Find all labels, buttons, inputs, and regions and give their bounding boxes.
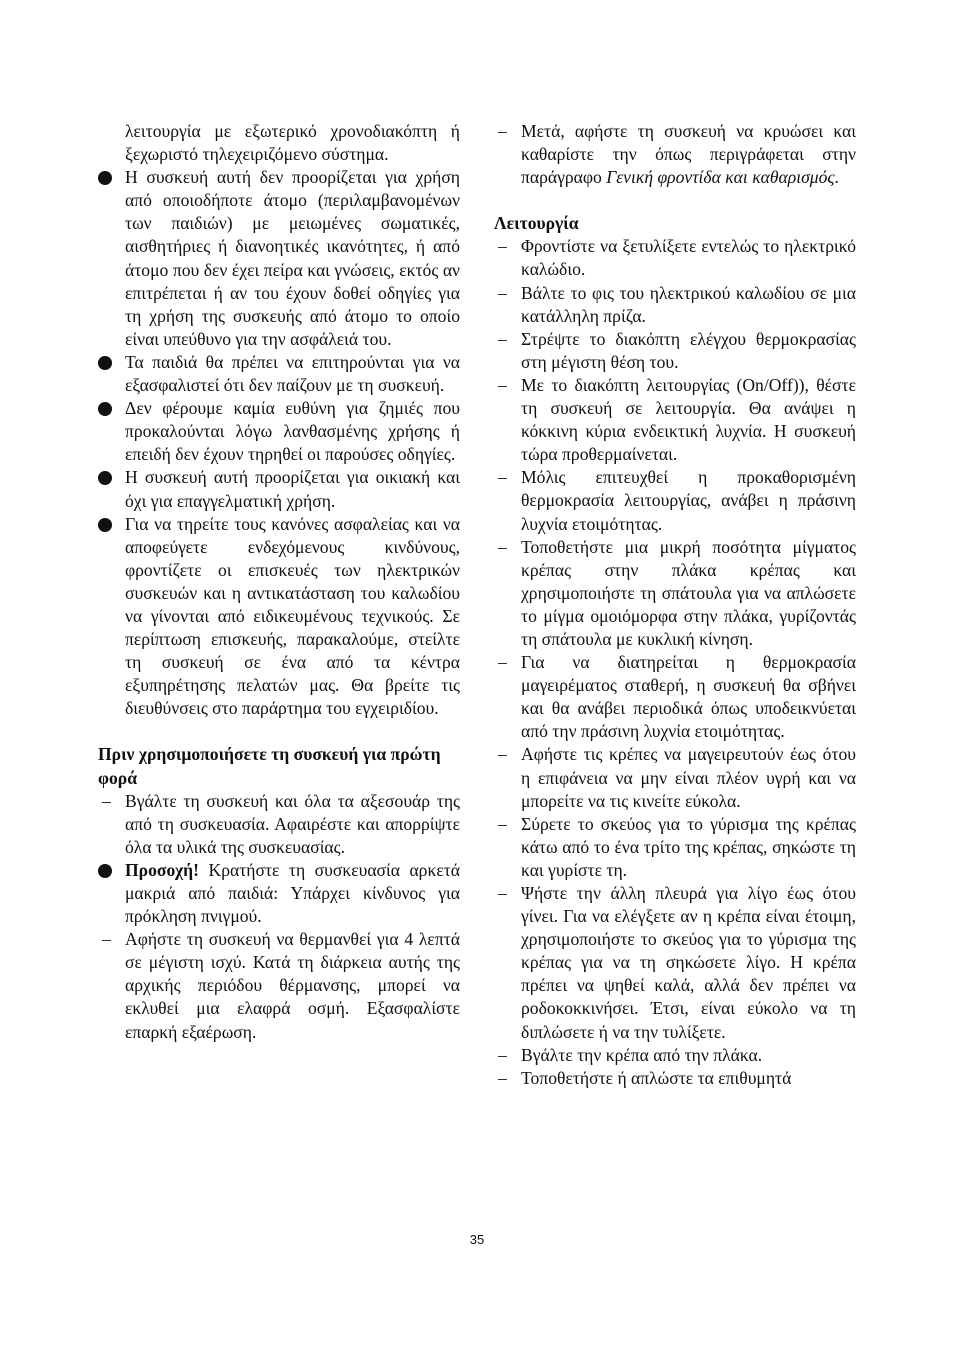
list-item: – Στρέψτε το διακόπτη ελέγχου θερμοκρασίας στη μέγιστη θέση του. xyxy=(498,328,856,372)
warning-text: Κρατήστε τη συσκευασία αρκετά μακριά από παιδιά: Υπάρχει κίνδυνος για πρόκληση πνιγμού. xyxy=(125,859,460,927)
dash-icon: – xyxy=(498,813,507,834)
dash-icon: – xyxy=(498,744,507,765)
cross-reference: Γενική φροντίδα και καθαρισμός xyxy=(606,167,835,188)
list-item: – Για να διατηρείται η θερμοκρασία μαγειρέματος σταθερή, η συσκευή θα σβήνει και θα ανάβει περιοδικά όπως υποδεικνύεται από την πράσινη λυχνία ετοιμότητας. xyxy=(498,652,856,742)
list-item: Δεν φέρουμε καμία ευθύνη για ζημιές που προκαλούνται λόγω λανθασμένης χρήσης ή επειδή δεν έχουν τηρηθεί οι παρούσες οδηγίες. xyxy=(98,397,460,466)
dash-icon: – xyxy=(498,536,507,557)
dash-icon: – xyxy=(498,652,507,673)
list-item: – Τοποθετήστε μια μικρή ποσότητα μίγματος κρέπας στην πλάκα κρέπας και χρησιμοποιήστε τη σπάτουλα για να απλώσετε το μίγμα ομοιόμορφα στην πλάκα, γυρίζοντάς τη σπάτουλα με κυκλική κίνηση. xyxy=(498,536,856,649)
list-item: – Τοποθετήστε ή απλώστε τα επιθυμητά xyxy=(494,1067,856,1090)
left-column xyxy=(98,120,460,1044)
dash-icon: – xyxy=(102,790,111,811)
list-item: – Μετά, αφήστε τη συσκευή να κρυώσει και καθαρίστε την όπως περιγράφεται στην παράγραφο Γενική φροντίδα και καθαρισμός. xyxy=(498,121,856,188)
dash-icon: – xyxy=(498,236,507,257)
list-item: Η συσκευή αυτή προορίζεται για οικιακή και όχι για επαγγελματική χρήση. xyxy=(98,466,460,512)
list-item: – Βγάλτε τη συσκευή και όλα τα αξεσουάρ της από τη συσκευασία. Αφαιρέστε και απορρίψτε όλα τα υλικά της συσκευασίας. xyxy=(102,790,460,857)
warning-item xyxy=(98,859,460,928)
dash-icon: – xyxy=(498,467,507,488)
warning-label: Προσοχή! xyxy=(125,859,200,880)
dash-icon: – xyxy=(498,1044,507,1065)
page-number: 35 xyxy=(469,1232,485,1247)
dash-icon: – xyxy=(498,374,507,395)
list-item: Για να τηρείτε τους κανόνες ασφαλείας και να αποφεύγετε ενδεχόμενους κινδύνους, φροντίζετε οι επισκευές των ηλεκτρικών συσκευών και η αντικατάσταση του καλωδίου να γίνονται από ειδικευμένους τεχνικούς. Σε περίπτωση επισκευής, παρακαλούμε, στείλτε τη συσκευή σε ένα από τα κέντρα εξυπηρέτησης πελατών μας. Θα βρείτε τις διευθύνσεις στο παράρτημα του εγχειριδίου. xyxy=(98,513,460,721)
list-item: – Αφήστε τη συσκευή να θερμανθεί για 4 λεπτά σε μέγιστη ισχύ. Κατά τη διάρκεια αυτής της αρχικής περιόδου θέρμανσης, μπορεί να εκλυθεί μια ελαφρά οσμή. Εξασφαλίστε επαρκή εξαέρωση. xyxy=(102,929,460,1042)
dash-icon: – xyxy=(102,929,111,950)
dash-icon: – xyxy=(498,883,507,903)
dash-icon: – xyxy=(498,282,507,303)
list-item: Τα παιδιά θα πρέπει να επιτηρούνται για να εξασφαλιστεί ότι δεν παίζουν με τη συσκευή. xyxy=(98,351,460,397)
dash-icon: – xyxy=(498,121,507,141)
intro-paragraph: λειτουργία με εξωτερικό χρονοδιακόπτη ή ξεχωριστό τηλεχειριζόμενο σύστημα. xyxy=(125,121,460,165)
list-item: – Με το διακόπτη λειτουργίας (On/Off)), θέστε τη συσκευή σε λειτουργία. Θα ανάψει η κόκκινη κύρια ενδεικτική λυχνία. Η συσκευή τώρα προθερμαίνεται. xyxy=(498,374,856,465)
bullet-icon xyxy=(98,356,112,370)
section-heading-operation: Λειτουργία xyxy=(494,213,579,234)
list-item: – Ψήστε την άλλη πλευρά για λίγο έως ότου γίνει. Για να ελέγξετε αν η κρέπα είναι έτοιμη, χρησιμοποιήστε το σκεύος για το γύρισμα της κρέπας για να τη σηκώσετε λίγο. Η κρέπα πρέπει να ψηθεί καλά, αλλά δεν πρέπει να ροδοκοκκινήσει. Έτσι, είναι εύκολο να τη διπλώσετε ή να την τυλίξετε. xyxy=(498,883,856,1042)
bullet-icon xyxy=(98,171,112,185)
right-column xyxy=(494,120,856,1090)
list-item: – Αφήστε τις κρέπες να μαγειρευτούν έως ότου η επιφάνεια να μην είναι πλέον υγρή και να μπορείτε να τις κινείτε εύκολα. xyxy=(498,744,856,811)
bullet-icon xyxy=(98,518,112,532)
list-item: – Μόλις επιτευχθεί η προκαθορισμένη θερμοκρασία λειτουργίας, ανάβει η πράσινη λυχνία ετοιμότητας. xyxy=(498,467,856,534)
dash-icon: – xyxy=(498,1067,507,1088)
bullet-icon xyxy=(98,402,112,416)
list-item: – Βγάλτε την κρέπα από την πλάκα. xyxy=(494,1044,856,1067)
list-item: – Σύρετε το σκεύος για το γύρισμα της κρέπας κάτω από το ένα τρίτο της κρέπας, σηκώστε τη και γυρίστε τη. xyxy=(498,813,856,880)
section-heading-first-use: Πριν χρησιμοποιήσετε τη συσκευή για πρώτη φορά xyxy=(98,744,441,788)
list-item: Η συσκευή αυτή δεν προορίζεται για χρήση από οποιοδήποτε άτομο (περιλαμβανομένων των παιδιών) με μειωμένες σωματικές, αισθητήριες ή διανοητικές ικανότητες, ή από άτομο που δεν έχει πείρα και γνώσεις, εκτός αν επιτρέπεται ή αν του έχουν δοθεί οδηγίες για τη χρήση της συσκευής από άτομο το οποίο είναι υπεύθυνο για την ασφάλειά του. xyxy=(98,166,460,351)
list-item: – Βάλτε το φις του ηλεκτρικού καλωδίου σε μια κατάλληλη πρίζα. xyxy=(498,282,856,326)
bullet-icon xyxy=(98,471,112,485)
dash-icon: – xyxy=(498,328,507,349)
list-item: – Φροντίστε να ξετυλίξετε εντελώς το ηλεκτρικό καλώδιο. xyxy=(498,236,856,280)
bullet-icon xyxy=(98,864,112,878)
